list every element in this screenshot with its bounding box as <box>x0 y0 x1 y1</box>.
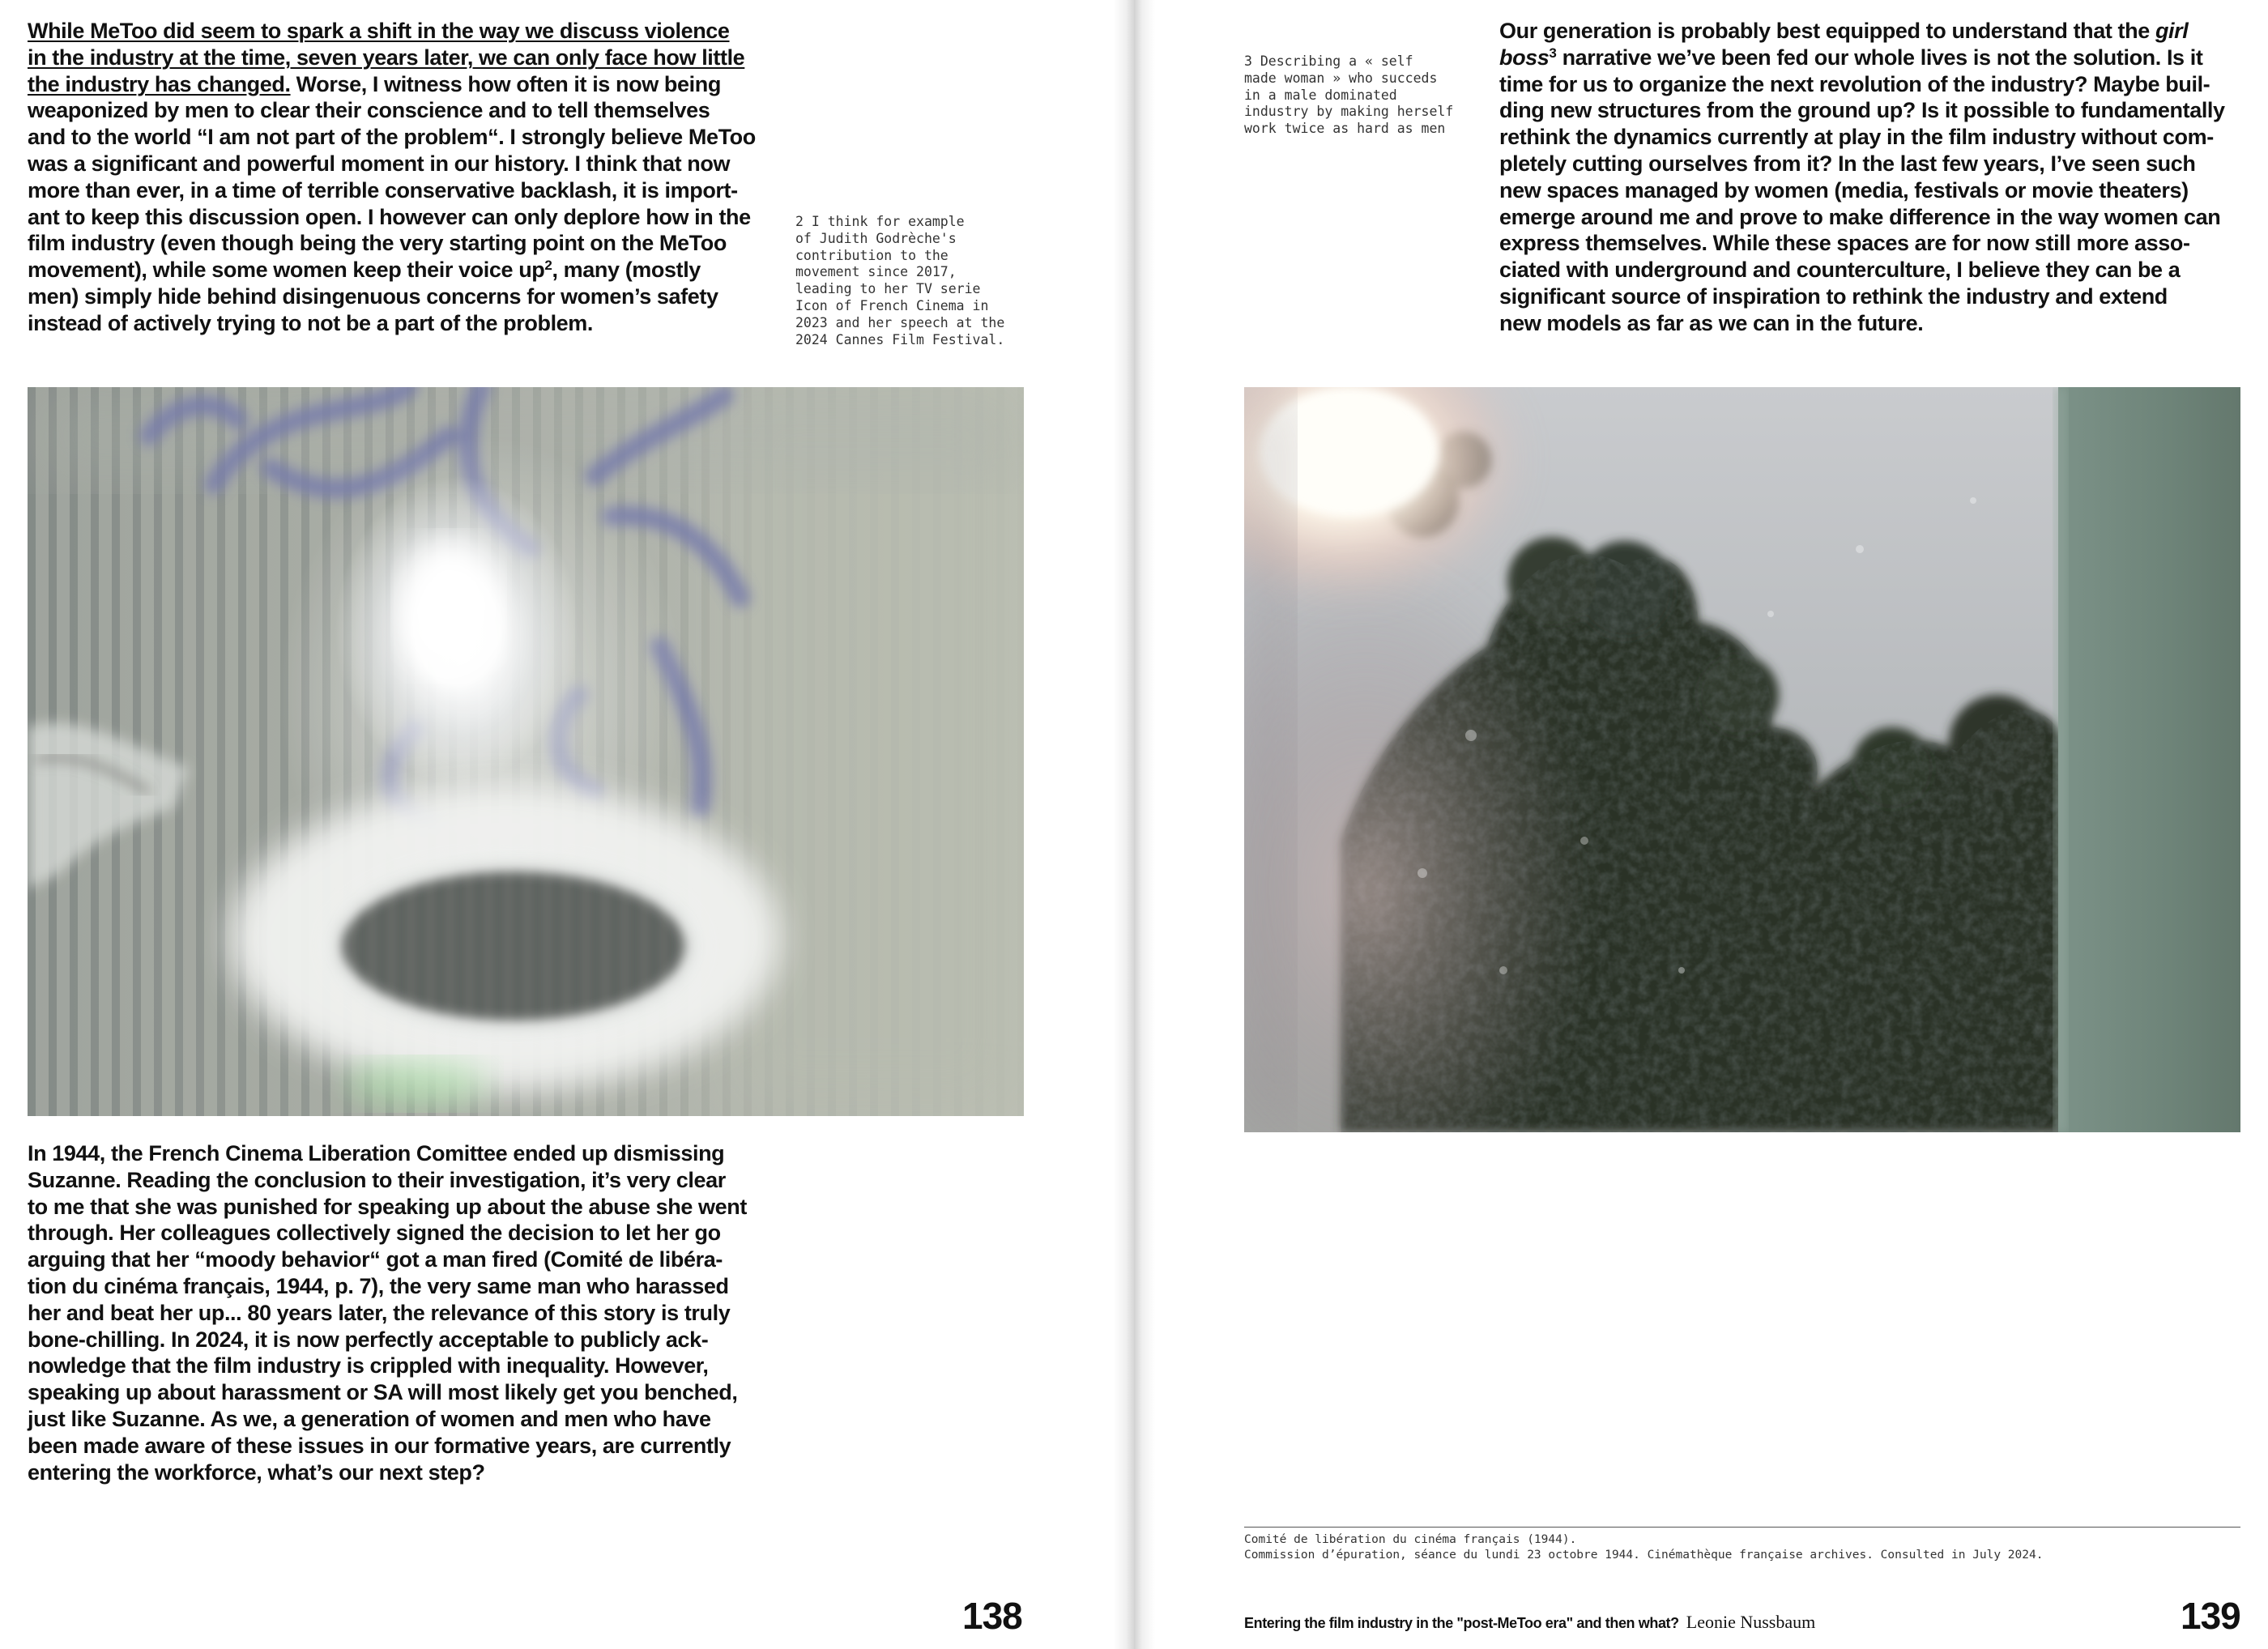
text-line: instead of actively trying to not be a part of the problem. <box>28 310 593 335</box>
photo-graphic <box>1244 387 2240 1132</box>
italic-term: girl <box>2155 19 2189 43</box>
running-title-text: Entering the film industry in the "post-MeToo era" and then what? <box>1244 1615 1679 1631</box>
footnote-2: 2 I think for example of Judith Godrèche's contribution to the movement since 2017, leading to her TV serie Icon of French Cinema in 2023 and her speech at the 2024 Cannes Film Festival. <box>795 214 1005 347</box>
text-line: ant to keep this discussion open. I however can only deplore how in the <box>28 204 751 229</box>
page-number-right: 139 <box>2181 1595 2240 1637</box>
page-number-left: 138 <box>962 1595 1022 1637</box>
text-line: express themselves. While these spaces are for now still more asso- <box>1499 231 2190 256</box>
text-line: new models as far as we can in the future. <box>1499 310 1924 335</box>
text-line: ding new structures from the ground up? Is it possible to fundamentally <box>1499 98 2225 123</box>
running-title-author: Leonie Nussbaum <box>1686 1612 1816 1632</box>
running-title <box>1244 1613 1815 1632</box>
text-line: rethink the dynamics currently at play in the film industry without com- <box>1499 125 2214 150</box>
right-page <box>1134 0 2268 1649</box>
text-line: Our generation is probably best equipped to understand that the <box>1499 19 2155 43</box>
text-line: in the industry at the time, seven years later, we can only face how little <box>28 45 745 70</box>
right-paragraph-1 <box>1499 18 2245 337</box>
text-line: new spaces managed by women (media, festivals or movie theaters) <box>1499 177 2189 202</box>
text-line: emerge around me and prove to make difference in the way women can <box>1499 204 2221 229</box>
bibliographic-reference: Comité de libération du cinéma français (1944). Commission d’épuration, séance du lundi 23 octobre 1944. Cinémathèque française archives. Consulted in July 2024. <box>1244 1533 2044 1562</box>
text-line: was a significant and powerful moment in our history. I think that now <box>28 151 731 176</box>
sun-flare-trees-photo <box>1244 387 2240 1132</box>
text-line: movement), while some women keep their voice up <box>28 258 545 283</box>
footnote-marker-2: 2 <box>544 258 552 274</box>
left-paragraph-2: In 1944, the French Cinema Liberation Comittee ended up dismissing Suzanne. Reading the conclusion to their investigation, it’s very clear to me that she was punished for speaking up about the abuse she went through. Her colleagues collectively signed the decision to let her go arguing that her “moody behavior“ got a man fired (Comité de libéra- tion du cinéma français, 1944, p. 7), the very same man who harassed her and beat her up... 80 years later, the relevance of this story is truly bone-chilling. In 2024, it is now perfectly acceptable to publicly ack- nowledge that the film industry is crippled with inequality. However, speaking up about harassment or SA will most likely get you benched, just like Suzanne. As we, a generation of women and men who have been made aware of these issues in our formative years, are currently entering the workforce, what’s our next step? <box>28 1141 747 1485</box>
text-line: time for us to organize the next revolution of the industry? Maybe buil- <box>1499 71 2210 96</box>
text-line: While MeToo did seem to spark a shift in the way we discuss violence <box>28 19 730 43</box>
footnote-marker-3: 3 <box>1549 45 1557 61</box>
left-paragraph-1 <box>28 18 793 337</box>
text-line: Worse, I witness how often it is now being <box>290 71 721 96</box>
footnote-3: 3 Describing a « self made woman » who succeds in a male dominated industry by making herself work twice as hard as men <box>1244 53 1454 137</box>
italic-term: boss <box>1499 45 1550 70</box>
text-line: narrative we’ve been fed our whole lives is not the solution. Is it <box>1556 45 2203 70</box>
text-line: weaponized by men to clear their conscience and to tell themselves <box>28 98 710 123</box>
photo-graphic <box>28 387 1024 1116</box>
reference-divider <box>1244 1527 2240 1528</box>
text-line: film industry (even though being the very starting point on the MeToo <box>28 231 727 256</box>
text-line: pletely cutting ourselves from it? In the last few years, I’ve seen such <box>1499 151 2196 176</box>
gutter-shadow <box>1134 0 1155 1649</box>
text-line: the industry has changed. <box>28 71 291 96</box>
text-line: men) simply hide behind disingenuous concerns for women’s safety <box>28 283 718 309</box>
text-line: , many (mostly <box>552 258 701 283</box>
text-line: significant source of inspiration to rethink the industry and extend <box>1499 283 2168 309</box>
text-line: ciated with underground and counterculture, I believe they can be a <box>1499 258 2181 283</box>
text-line: more than ever, in a time of terrible conservative backlash, it is import- <box>28 177 738 202</box>
text-line: and to the world “I am not part of the problem“. I strongly believe MeToo <box>28 125 756 150</box>
gutter-shadow <box>1113 0 1134 1649</box>
blurred-light-fixture-photo <box>28 387 1024 1116</box>
